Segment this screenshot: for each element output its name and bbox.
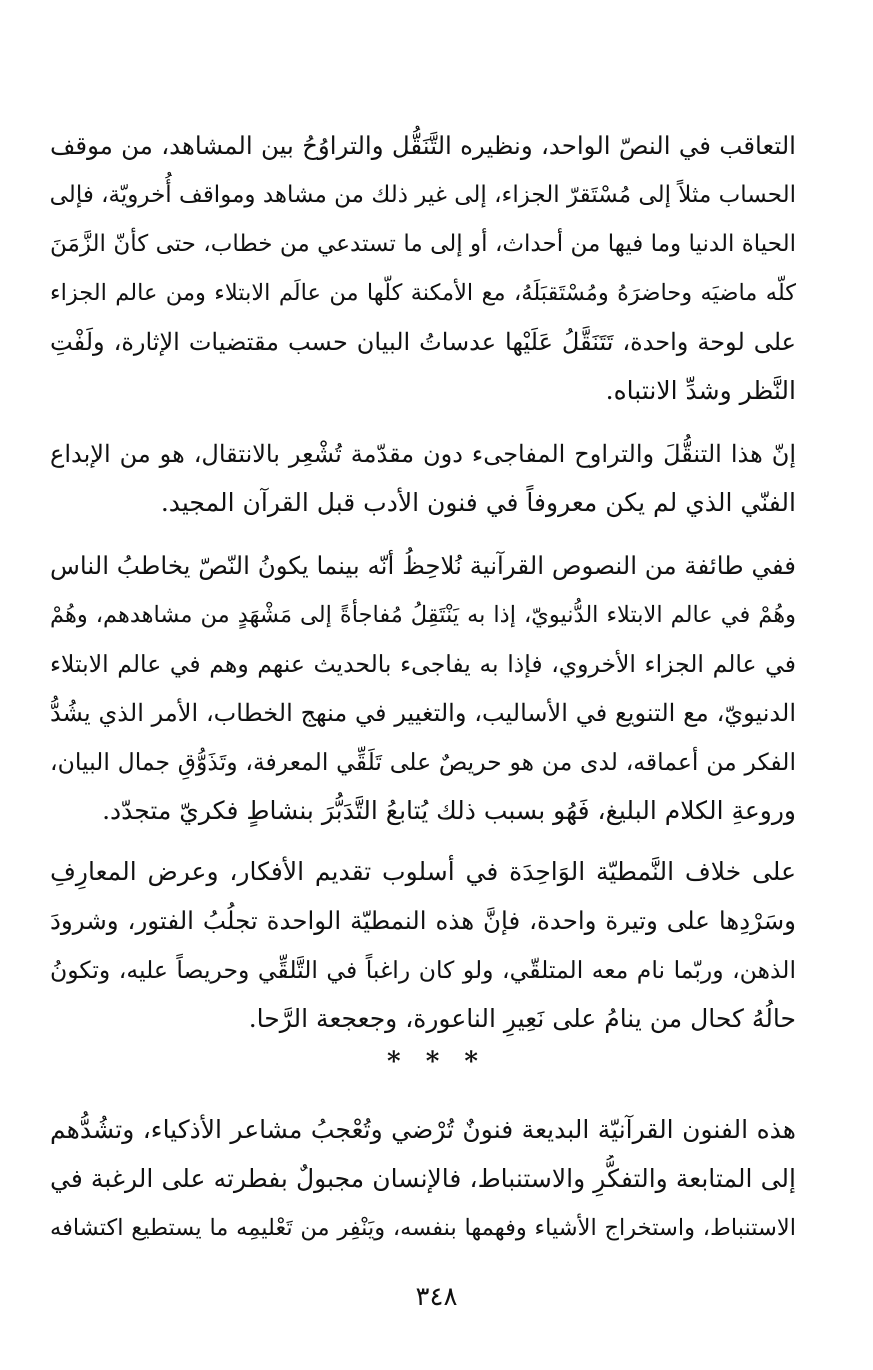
paragraph-1-line-3: الحياة الدنيا وما فيها من أحداث، أو إلى ما تستدعي من خطاب، حتى كأنّ الزَّمَنَ <box>50 231 796 257</box>
paragraph-5-line-1: هذه الفنون القرآنيّة البديعة فنونٌ تُرْضي وتُعْجبُ مشاعر الأذكياء، وتشُدُّهم <box>50 1115 796 1144</box>
paragraph-1-line-4: كلّه ماضيَه وحاضرَهُ ومُسْتَقبَلَهُ، مع الأمكنة كلّها من عالَم الابتلاء ومن عالم الجزاء <box>50 280 796 306</box>
paragraph-3-line-6: وروعةِ الكلام البليغ، فَهُو بسبب ذلك يُتابعُ التَّدَبُّرَ بنشاطٍ فكريّ متجدّد. <box>102 796 796 825</box>
paragraph-3-line-5: الفكر من أعماقه، لدى من هو حريصٌ على تَلَقِّي المعرفة، وتَذَوُّقِ جمال البيان، <box>50 748 796 776</box>
paragraph-2-line-1: إنّ هذا التنقُّلَ والتراوح المفاجىء دون مقدّمة تُشْعِر بالانتقال، هو من الإبداع <box>50 440 796 468</box>
paragraph-2-line-2: الفنّي الذي لم يكن معروفاً في فنون الأدب قبل القرآن المجيد. <box>160 488 796 517</box>
paragraph-1-line-5: على لوحة واحدة، تَتَنَقَّلُ عَلَيْها عدساتُ البيان حسب مقتضيات الإثارة، ولَفْتِ <box>50 328 796 356</box>
paragraph-1-line-2: الحساب مثلاً إلى مُسْتَقرّ الجزاء، إلى غير ذلك من مشاهد ومواقف أُخرويّة، فإلى <box>50 182 796 208</box>
paragraph-3-line-4: الدنيويّ، مع التنويع في الأساليب، والتغيير في منهج الخطاب، الأمر الذي يشُدُّ <box>50 699 796 727</box>
paragraph-1-line-1: التعاقب في النصّ الواحد، ونظيره التَّنَقُّل والتراوُحُ بين المشاهد، من موقف <box>50 131 796 160</box>
paragraph-3-line-1: ففي طائفة من النصوص القرآنية نُلاحِظُ أنّه بينما يكونُ النّصّ يخاطبُ الناس <box>50 551 796 580</box>
paragraph-5-line-3: الاستنباط، واستخراج الأشياء وفهمها بنفسه، ويَنْفِر من تَعْليمِه ما يستطيع اكتشافه <box>50 1215 796 1241</box>
paragraph-4-line-3: الذهن، وربّما نام معه المتلقّي، ولو كان راغباً في التَّلقِّي وحريصاً عليه، وتكونُ <box>50 956 796 984</box>
paragraph-3-line-2: وهُمْ في عالم الابتلاء الدُّنيويّ، إذا به يَنْتَقِلُ مُفاجأةً إلى مَشْهَدٍ من مشاهدهم، وهُمْ <box>50 602 796 628</box>
paragraph-3-line-3: في عالم الجزاء الأخروي، فإذا به يفاجىء بالحديث عنهم وهم في عالم الابتلاء <box>50 650 796 678</box>
paragraph-4-line-2: وسَرْدِها على وتيرة واحدة، فإنَّ هذه النمطيّة الواحدة تجلُبُ الفتور، وشرودَ <box>50 906 796 935</box>
paragraph-5-line-2: إلى المتابعة والتفكُّرِ والاستنباط، فالإنسان مجبولٌ بفطرته على الرغبة في <box>50 1164 796 1193</box>
paragraph-4-line-4: حالُهُ كحال من ينامُ على نَعِيرِ الناعورة، وجعجعة الرَّحا. <box>248 1004 796 1033</box>
section-separator: * * * <box>387 1047 486 1077</box>
page-number: ٣٤٨ <box>415 1282 458 1312</box>
paragraph-1-line-6: النَّظر وشدِّ الانتباه. <box>605 376 796 405</box>
paragraph-4-line-1: على خلاف النَّمطيّة الوَاحِدَة في أسلوب تقديم الأفكار، وعرض المعارِفِ <box>50 857 796 886</box>
